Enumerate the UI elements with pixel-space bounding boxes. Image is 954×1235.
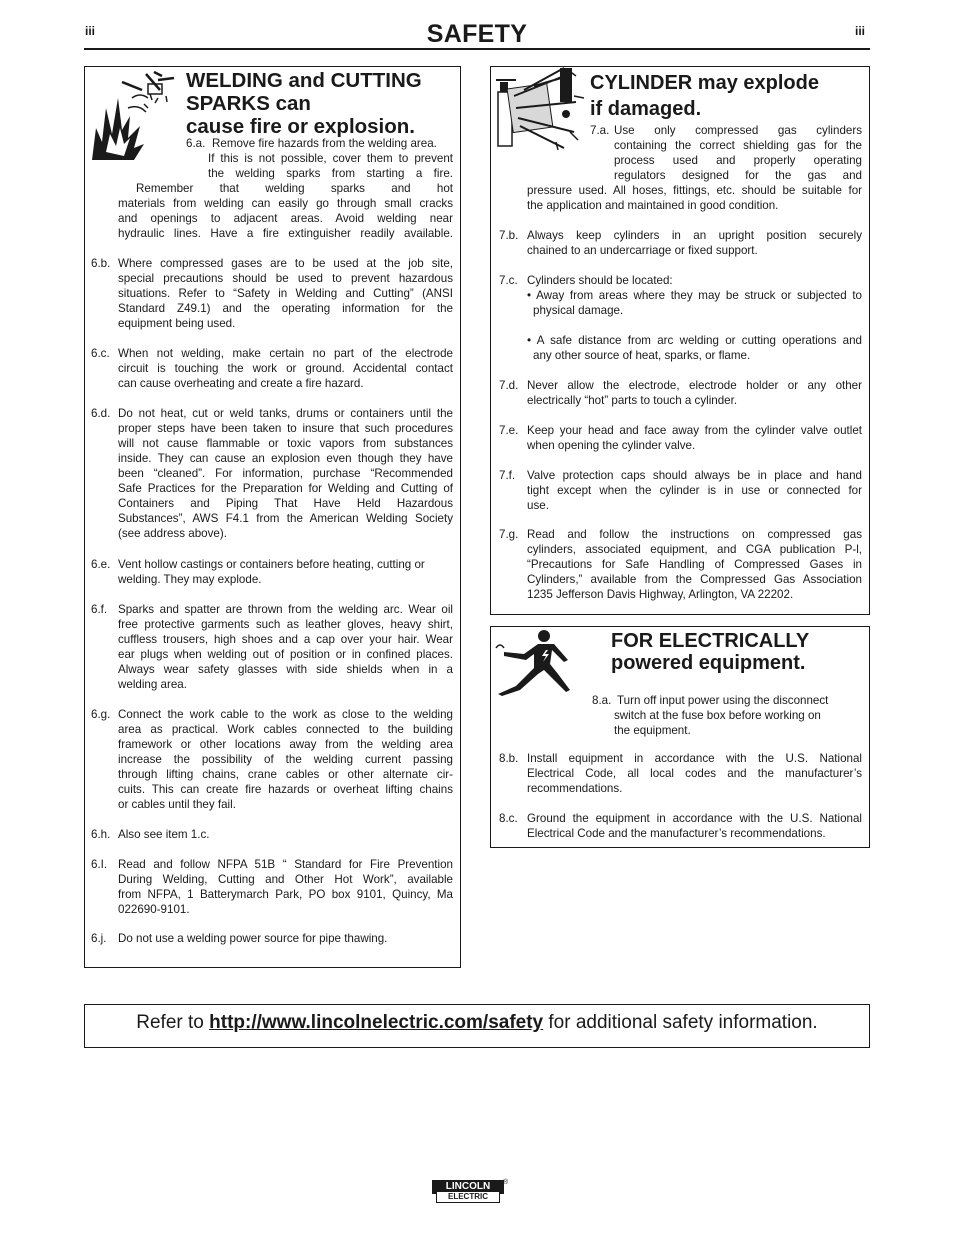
welding-item-6d [118, 406, 453, 541]
text-line: Always wear safety glasses with side shields when in a [118, 663, 453, 676]
text-line: • Away from areas where they may be struck or subjected to [527, 289, 862, 302]
welding-item-6h [118, 827, 453, 842]
text-line: any other source of heat, sparks, or flame. [533, 349, 751, 362]
item-number: 6.e. [91, 558, 111, 571]
text-line: Read and follow the instructions on compressed gas [527, 528, 862, 541]
refer-text [84, 1012, 870, 1034]
text-line: Remember that welding sparks and hot [136, 182, 453, 195]
text-line: Ground the equipment in accordance with the U.S. National [527, 812, 862, 825]
welding-heading-line-1: WELDING and CUTTING [186, 69, 422, 92]
text-line: Cylinders,” available from the Compressed Gas Association [527, 573, 862, 586]
cylinder-heading-line-1: CYLINDER may explode [590, 72, 819, 94]
welding-item-6e [118, 557, 453, 587]
welding-item-6f [118, 602, 453, 692]
text-line: Always keep cylinders in an upright position securely [527, 229, 862, 242]
text-line: welding area. [118, 678, 187, 691]
text-line: Safe Practices for the Preparation for Welding and Cutting of [118, 482, 453, 495]
cylinder-bullet-1 [527, 288, 862, 303]
text-line: when opening the cylinder valve. [527, 439, 696, 452]
text-line: • A safe distance from arc welding or cutting operations and [527, 334, 862, 347]
text-line: Where compressed gases are to be used at the job site, [118, 257, 453, 270]
text-line: process used and properly operating [614, 154, 862, 167]
item-number: 7.g. [499, 528, 519, 541]
text-line: situations. Refer to “Safety in Welding and Cutting” (ANSI [118, 287, 453, 300]
text-line: Read and follow NFPA 51B “ Standard for Fire Prevention [118, 858, 453, 871]
logo-bottom: ELECTRIC [436, 1192, 500, 1203]
text-line: chained to an undercarriage or fixed support. [527, 244, 758, 257]
text-line: will not cause flammable or toxic vapors from substances [118, 437, 453, 450]
text-line: the welding sparks from starting a fire. [208, 167, 453, 180]
text-line: Standard Z49.1) and the operating information for the [118, 302, 453, 315]
item-number: 7.e. [499, 424, 519, 437]
text-line: from NFPA, 1 Batterymarch Park, PO box 9101, Quincy, Ma [118, 888, 453, 901]
text-line: Electrical Code and the manufacturer’s recommendations. [527, 827, 826, 840]
text-line: equipment being used. [118, 317, 236, 330]
text-line: physical damage. [533, 304, 624, 317]
text-line: or cables until they fail. [118, 798, 236, 811]
cylinder-item-7b [527, 228, 862, 258]
item-number: 7.c. [499, 274, 518, 287]
electric-item-8b [527, 751, 862, 796]
welding-item-6j [118, 931, 453, 946]
item-number: 6.g. [91, 708, 111, 721]
text-line: been “cleaned”. For information, purchase “Recommended [118, 467, 453, 480]
text-line: Never allow the electrode, electrode holder or any other [527, 379, 862, 392]
text-line: “Precautions for Safe Handling of Compressed Gases in [527, 558, 862, 571]
text-line: Vent hollow castings or containers before heating, cutting or [118, 558, 425, 571]
item-number: 6.f. [91, 603, 108, 616]
refer-suffix: for additional safety information. [543, 1012, 818, 1033]
text-line: through lifting chains, crane cables or other alternate cir- [118, 768, 453, 781]
safety-link[interactable]: http://www.lincolnelectric.com/safety [209, 1012, 544, 1033]
item-number: 6.c. [91, 347, 110, 360]
welding-item-6a-cont [208, 151, 453, 181]
electric-item-8a-cont [614, 708, 859, 738]
text-line: Do not use a welding power source for pipe thawing. [118, 932, 388, 945]
text-line: hydraulic lines. Have a fire extinguisher readily available. [118, 227, 453, 240]
cylinder-bullet-1-cont [533, 303, 862, 318]
text-line: During Welding, Cutting and Other Hot Work”, available [118, 873, 453, 886]
cylinder-item-7e [527, 423, 862, 453]
page-number-right: iii [855, 24, 866, 38]
refer-prefix: Refer to [136, 1012, 210, 1033]
cylinder-item-7c [527, 273, 862, 288]
text-line: pressure used. All hoses, fittings, etc. should be suitable for [527, 184, 862, 197]
welding-item-6i [118, 857, 453, 917]
cylinder-item-7g [527, 527, 862, 602]
electric-heading [611, 630, 861, 674]
text-line: Electrical Code, all local codes and the manufacturer’s [527, 767, 862, 780]
logo-top: LINCOLN [432, 1180, 504, 1194]
item-number: 6.h. [91, 828, 111, 841]
cylinder-item-7f [527, 468, 862, 513]
text-line: proper steps have been taken to insure that such procedures [118, 422, 453, 435]
text-line: and openings to adjacent areas. Avoid welding near [118, 212, 453, 225]
lincoln-electric-logo [432, 1178, 512, 1206]
text-line: inside. They can cause an explosion even though they have [118, 452, 453, 465]
welding-item-6g [118, 707, 453, 812]
text-line: electrically “hot” parts to touch a cylinder. [527, 394, 738, 407]
cylinder-bullet-2-cont [533, 348, 862, 363]
text-line: Use only compressed gas cylinders [614, 124, 862, 137]
text-line: framework or other locations away from the welding area [118, 738, 453, 751]
text-line: cuits. This can create fire hazards or overheat lifting chains [118, 783, 453, 796]
text-line: increase the possibility of the welding current passing [118, 753, 453, 766]
text-line: area as practical. Work cables connected to the building [118, 723, 453, 736]
welding-heading [186, 70, 456, 139]
electric-item-8c [527, 811, 862, 841]
item-number: 6.b. [91, 257, 111, 270]
text-line: Containers and Piping That Have Held Hazardous [118, 497, 453, 510]
page-number-left: iii [85, 24, 96, 38]
welding-item-6a [212, 136, 453, 151]
text-line: Remove fire hazards from the welding area. [212, 137, 437, 150]
text-line: materials from welding can easily go through small cracks [118, 197, 453, 210]
text-line: 022690-9101. [118, 903, 190, 916]
text-line: Install equipment in accordance with the U.S. National [527, 752, 862, 765]
item-number: 7.f. [499, 469, 516, 482]
item-number: 6.j. [91, 932, 107, 945]
text-line: Do not heat, cut or weld tanks, drums or containers until the [118, 407, 453, 420]
text-line: 1235 Jefferson Davis Highway, Arlington, VA 22202. [527, 588, 794, 601]
text-line: containing the correct shielding gas for the [614, 139, 862, 152]
text-line: can cause overheating and create a fire hazard. [118, 377, 364, 390]
text-line: circuit is touching the work or ground. Accidental contact [118, 362, 453, 375]
text-line: ear plugs when welding out of position or in confined places. [118, 648, 453, 661]
logo-registered-mark: ® [503, 1179, 509, 1186]
welding-item-6b [118, 256, 453, 331]
text-line: switch at the fuse box before working on [614, 709, 821, 722]
item-number: 7.a. [590, 124, 610, 137]
item-number: 8.b. [499, 752, 519, 765]
text-line: the application and maintained in good condition. [527, 199, 779, 212]
welding-item-6a-cont2 [136, 181, 453, 196]
text-line: When not welding, make certain no part of the electrode [118, 347, 453, 360]
text-line: special precautions should be used to prevent hazardous [118, 272, 453, 285]
text-line: tight except when the cylinder is in use or connected for [527, 484, 862, 497]
text-line: Also see item 1.c. [118, 828, 210, 841]
item-number: 8.a. [592, 694, 612, 707]
welding-item-6c [118, 346, 453, 391]
fire-explosion-icon [88, 68, 184, 164]
item-number: 7.d. [499, 379, 519, 392]
text-line: the equipment. [614, 724, 691, 737]
text-line: cuffless trousers, high shoes and a cap over your hair. Wear [118, 633, 453, 646]
welding-heading-line-3: cause fire or explosion. [186, 114, 415, 138]
welding-item-6a-cont3 [118, 196, 453, 241]
electric-heading-line-2: powered equipment. [611, 652, 806, 674]
item-number: 6.d. [91, 407, 111, 420]
item-number: 8.c. [499, 812, 518, 825]
cylinder-heading [590, 70, 860, 122]
text-line: Valve protection caps should always be in place and hand [527, 469, 862, 482]
text-line: recommendations. [527, 782, 623, 795]
text-line: (see address above). [118, 527, 227, 540]
text-line: use. [527, 499, 549, 512]
electric-shock-icon [494, 628, 584, 696]
item-number: 7.b. [499, 229, 519, 242]
text-line: regulators designed for the gas and [614, 169, 862, 182]
text-line: Substances”, AWS F4.1 from the American Welding Society [118, 512, 453, 525]
text-line: Turn off input power using the disconnect [617, 694, 829, 707]
cylinder-item-7a-cont [527, 183, 862, 213]
item-number: 6.a. [186, 137, 206, 150]
item-number: 6.I. [91, 858, 108, 871]
text-line: Sparks and spatter are thrown from the welding arc. Wear oil [118, 603, 453, 616]
cylinder-bullet-2 [527, 333, 862, 348]
text-line: Connect the work cable to the work as close to the welding [118, 708, 453, 721]
cylinder-heading-line-2: if damaged. [590, 98, 702, 120]
electric-heading-line-1: FOR ELECTRICALLY [611, 630, 810, 652]
text-line: free protective garments such as leather gloves, heavy shirt, [118, 618, 453, 631]
header-rule [84, 48, 870, 50]
text-line: welding. They may explode. [118, 573, 262, 586]
text-line: If this is not possible, cover them to prevent [208, 152, 453, 165]
text-line: Cylinders should be located: [527, 274, 673, 287]
electric-item-8a [617, 693, 862, 708]
page-title: SAFETY [426, 20, 528, 48]
cylinder-explosion-icon [494, 66, 586, 152]
cylinder-item-7d [527, 378, 862, 408]
cylinder-item-7a [614, 123, 862, 183]
text-line: Keep your head and face away from the cylinder valve outlet [527, 424, 862, 437]
text-line: cylinders, associated equipment, and CGA publication P-l, [527, 543, 862, 556]
welding-heading-line-2: SPARKS can [186, 91, 311, 115]
